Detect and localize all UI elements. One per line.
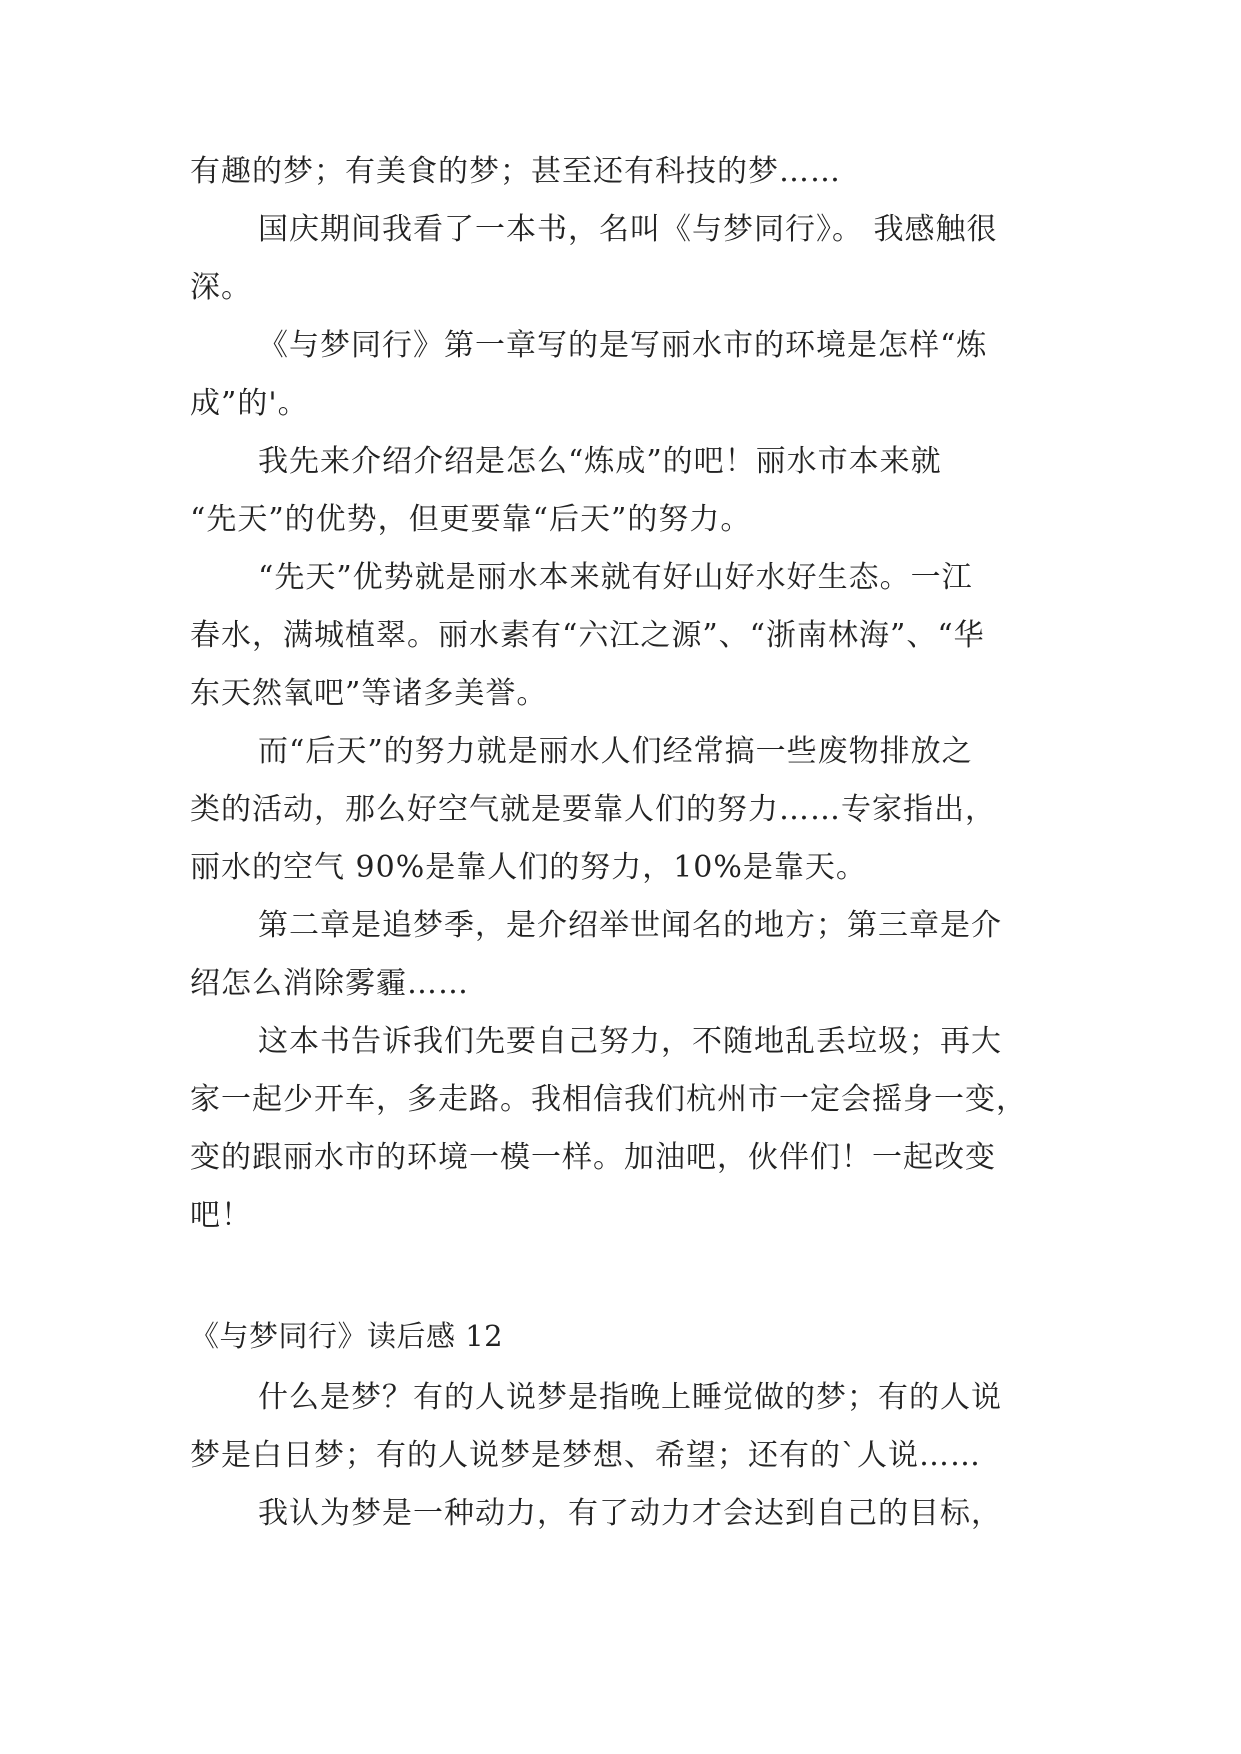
paragraph-line: 我认为梦是一种动力，有了动力才会达到自己的目标， [258,1496,1002,1531]
paragraph-line: 有趣的梦；有美食的梦；甚至还有科技的梦…… [190,154,841,189]
paragraph-line: 春水，满城植翠。丽水素有“六江之源”、“浙南林海”、“华 [190,618,985,653]
paragraph-line: 东天然氧吧”等诸多美誉。 [190,676,548,711]
paragraph-line: 我先来介绍介绍是怎么“炼成”的吧！丽水市本来就 [258,444,942,479]
paragraph-line: 深。 [190,270,252,305]
paragraph-line: 梦是白日梦；有的人说梦是梦想、希望；还有的`人说…… [190,1438,981,1473]
paragraph-line: 绍怎么消除雾霾…… [190,966,469,1001]
paragraph-line: “先天”的优势，但更要靠“后天”的努力。 [190,502,752,537]
paragraph-line: “先天”优势就是丽水本来就有好山好水好生态。一江 [258,560,973,595]
paragraph-line: 《与梦同行》第一章写的是写丽水市的环境是怎样“炼 [258,328,988,363]
paragraph-line: 成”的'。 [190,386,309,421]
paragraph-line: 这本书告诉我们先要自己努力，不随地乱丢垃圾；再大 [258,1024,1002,1059]
paragraph-line: 丽水的空气 90%是靠人们的努力，10%是靠天。 [190,850,867,885]
section-title: 《与梦同行》读后感 12 [190,1319,504,1353]
paragraph-line: 吧！ [190,1198,252,1233]
paragraph-line: 而“后天”的努力就是丽水人们经常搞一些废物排放之 [258,734,973,769]
paragraph-line: 变的跟丽水市的环境一模一样。加油吧，伙伴们！一起改变 [190,1140,996,1175]
paragraph-line: 类的活动，那么好空气就是要靠人们的努力……专家指出， [190,792,996,827]
paragraph-line: 什么是梦？有的人说梦是指晚上睡觉做的梦；有的人说 [258,1380,1002,1415]
paragraph-line: 第二章是追梦季，是介绍举世闻名的地方；第三章是介 [258,908,1002,943]
paragraph-line: 国庆期间我看了一本书，名叫《与梦同行》。 我感触很 [258,212,998,247]
paragraph-line: 家一起少开车，多走路。我相信我们杭州市一定会摇身一变， [190,1082,1027,1117]
